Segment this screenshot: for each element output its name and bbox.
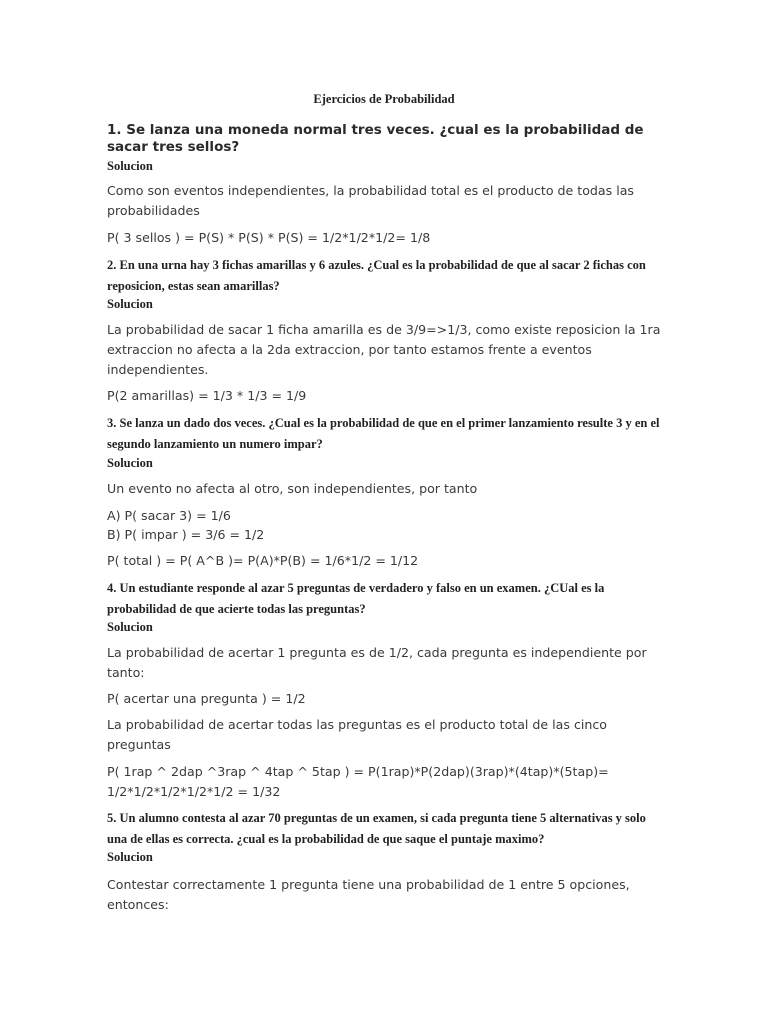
question-1-heading: 1. Se lanza una moneda normal tres veces. ¿cual es la probabilidad de sacar tres sellos?	[107, 122, 644, 155]
question-1-formula: P( 3 sellos ) = P(S) * P(S) * P(S) = 1/2*1/2*1/2= 1/8	[107, 230, 431, 245]
question-4-paragraph-1: La probabilidad de acertar 1 pregunta es de 1/2, cada pregunta es independiente por tanto:	[107, 645, 647, 680]
question-2-solution-label: Solucion	[107, 297, 153, 311]
question-2-heading: 2. En una urna hay 3 fichas amarillas y 6 azules. ¿Cual es la probabilidad de que al sacar 2 fichas con reposicion, estas sean amarillas?	[107, 258, 646, 293]
question-5-paragraph: Contestar correctamente 1 pregunta tiene una probabilidad de 1 entre 5 opciones, entonces:	[107, 877, 630, 912]
question-3-item-a: A) P( sacar 3) = 1/6	[107, 508, 231, 523]
question-4-heading: 4. Un estudiante responde al azar 5 preguntas de verdadero y falso en un examen. ¿CUal es la probabilidad de que acierte todas las preguntas?	[107, 581, 605, 616]
question-3-formula: P( total ) = P( A^B )= P(A)*P(B) = 1/6*1/2 = 1/12	[107, 553, 419, 568]
question-2-formula: P(2 amarillas) = 1/3 * 1/3 = 1/9	[107, 388, 307, 403]
question-4-formula-2: P( 1rap ^ 2dap ^3rap ^ 4tap ^ 5tap ) = P(1rap)*P(2dap)(3rap)*(4tap)*(5tap)= 1/2*1/2*1/2*1/2*1/2 = 1/32	[107, 764, 609, 799]
question-3-paragraph: Un evento no afecta al otro, son independientes, por tanto	[107, 481, 478, 496]
question-3-solution-label: Solucion	[107, 456, 153, 470]
question-1-paragraph: Como son eventos independientes, la probabilidad total es el producto de todas las probabilidades	[107, 183, 634, 218]
question-3-item-b: B) P( impar ) = 3/6 = 1/2	[107, 527, 265, 542]
question-5-heading: 5. Un alumno contesta al azar 70 preguntas de un examen, si cada pregunta tiene 5 alternativas y solo una de ellas es correcta. ¿cual es la probabilidad de que saque el puntaje maximo?	[107, 811, 646, 846]
question-4-formula-1: P( acertar una pregunta ) = 1/2	[107, 691, 306, 706]
question-2-paragraph: La probabilidad de sacar 1 ficha amarilla es de 3/9=>1/3, como existe reposicion la 1ra extraccion no afecta a la 2da extraccion, por tanto estamos frente a eventos independientes.	[107, 322, 661, 377]
question-4-paragraph-2: La probabilidad de acertar todas las preguntas es el producto total de las cinco preguntas	[107, 717, 607, 752]
question-5-solution-label: Solucion	[107, 850, 153, 864]
question-3-heading: 3. Se lanza un dado dos veces. ¿Cual es la probabilidad de que en el primer lanzamiento resulte 3 y en el segundo lanzamiento un numero impar?	[107, 416, 660, 451]
question-1-solution-label: Solucion	[107, 159, 153, 173]
document-title: Ejercicios de Probabilidad	[313, 92, 455, 106]
question-4-solution-label: Solucion	[107, 620, 153, 634]
